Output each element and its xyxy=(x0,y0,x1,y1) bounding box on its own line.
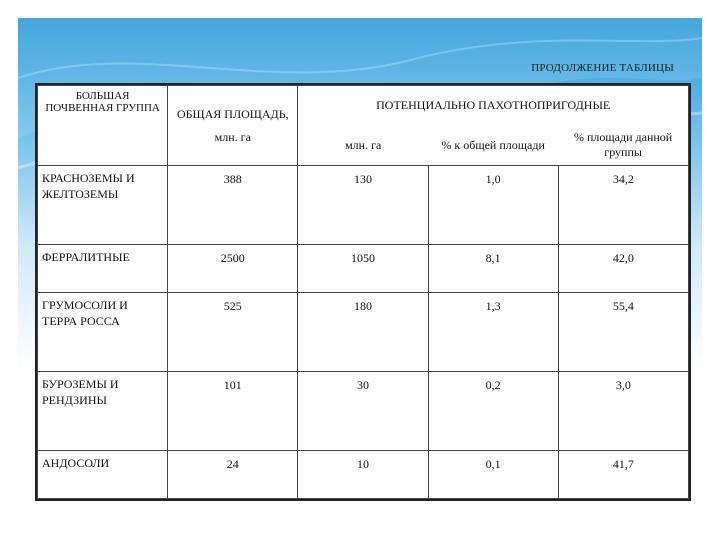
table-row xyxy=(38,166,689,245)
row-soil-name: БУРОЗЕМЫ И РЕНДЗИНЫ xyxy=(38,371,168,450)
table-row xyxy=(38,371,689,450)
header-total-area-unit: млн. га xyxy=(214,129,251,144)
row-soil-name: АНДОСОЛИ xyxy=(38,450,168,498)
header-sub-pct-total: % к общей площади xyxy=(428,126,558,166)
row-arable-mln-ha: 30 xyxy=(298,371,428,450)
header-potential-arable: ПОТЕНЦИАЛЬНО ПАХОТНОПРИГОДНЫЕ xyxy=(298,86,689,126)
row-pct-group: 34,2 xyxy=(558,166,688,245)
header-total-area xyxy=(168,86,298,166)
soil-table-container xyxy=(35,83,691,501)
row-pct-group: 42,0 xyxy=(558,244,688,292)
row-total-area: 24 xyxy=(168,450,298,498)
row-pct-group: 41,7 xyxy=(558,450,688,498)
row-pct-total: 0,1 xyxy=(428,450,558,498)
row-total-area: 2500 xyxy=(168,244,298,292)
header-soil-group: БОЛЬШАЯ ПОЧВЕННАЯ ГРУППА xyxy=(38,86,168,166)
row-pct-total: 8,1 xyxy=(428,244,558,292)
row-soil-name: ГРУМОСОЛИ И ТЕРРА РОССА xyxy=(38,293,168,372)
header-total-area-label: ОБЩАЯ ПЛОЩАДЬ, xyxy=(176,106,289,121)
row-soil-name: КРАСНОЗЕМЫ И ЖЕЛТОЗЕМЫ xyxy=(38,166,168,245)
row-arable-mln-ha: 130 xyxy=(298,166,428,245)
header-sub-pct-group: % площади данной группы xyxy=(558,126,688,166)
row-arable-mln-ha: 10 xyxy=(298,450,428,498)
header-row-1 xyxy=(38,86,689,126)
table-row xyxy=(38,244,689,292)
row-arable-mln-ha: 1050 xyxy=(298,244,428,292)
row-pct-total: 0,2 xyxy=(428,371,558,450)
row-total-area: 388 xyxy=(168,166,298,245)
row-total-area: 101 xyxy=(168,371,298,450)
table-row xyxy=(38,450,689,498)
row-arable-mln-ha: 180 xyxy=(298,293,428,372)
table-continuation-caption: ПРОДОЛЖЕНИЕ ТАБЛИЦЫ xyxy=(531,62,674,74)
row-pct-total: 1,0 xyxy=(428,166,558,245)
row-pct-group: 3,0 xyxy=(558,371,688,450)
table-row xyxy=(38,293,689,372)
soil-table xyxy=(37,85,689,499)
row-total-area: 525 xyxy=(168,293,298,372)
header-sub-mln-ha: млн. га xyxy=(298,126,428,166)
row-soil-name: ФЕРРАЛИТНЫЕ xyxy=(38,244,168,292)
row-pct-group: 55,4 xyxy=(558,293,688,372)
row-pct-total: 1,3 xyxy=(428,293,558,372)
